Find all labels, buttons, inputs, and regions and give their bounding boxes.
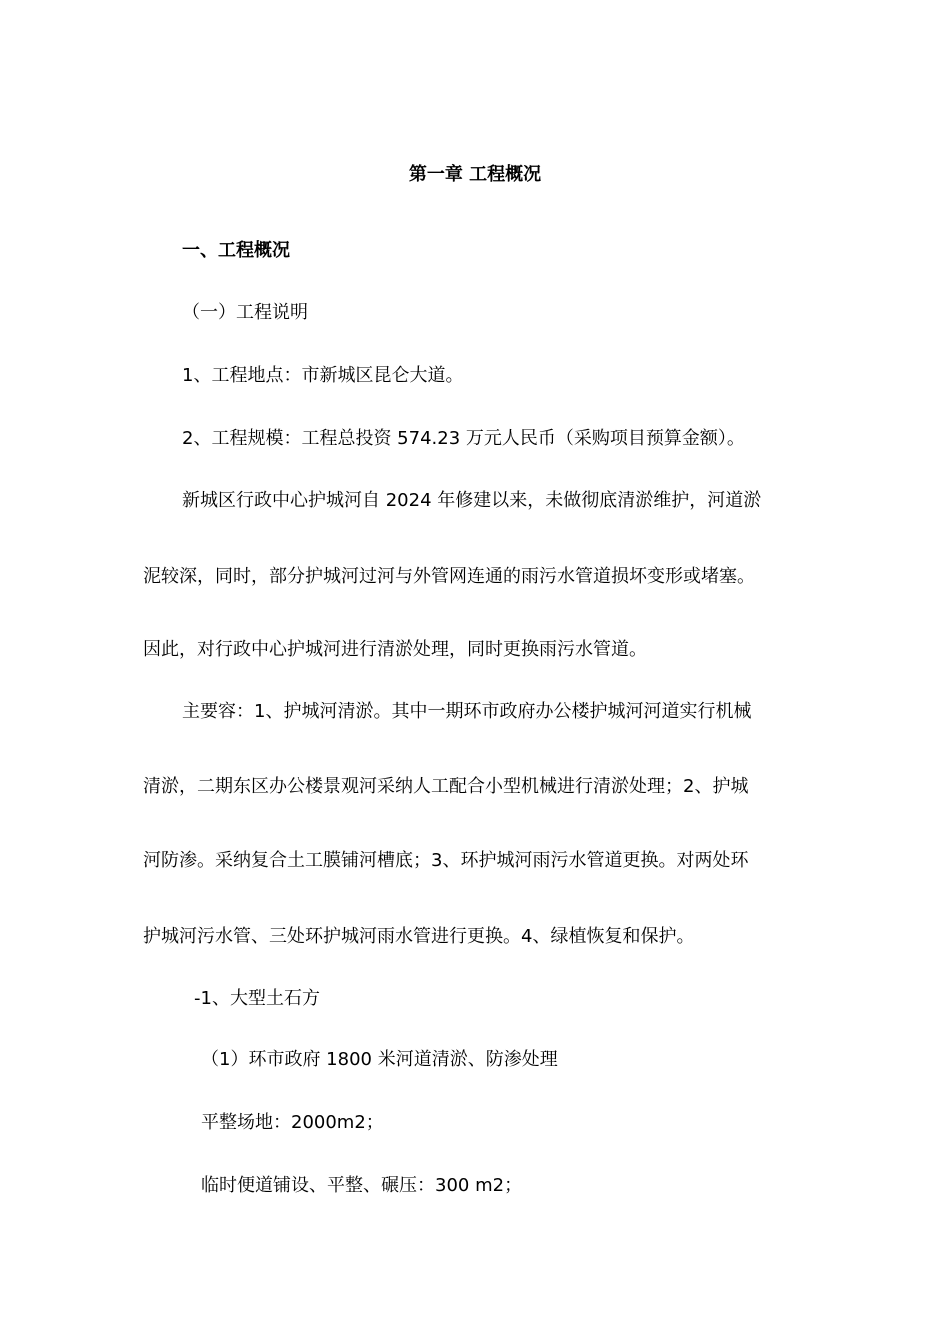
paragraph-line: 新城区行政中心护城河自 2024 年修建以来，未做彻底清淤维护，河道淤 (182, 490, 762, 511)
item-scale: 2、工程规模：工程总投资 574.23 万元人民币（采购项目预算金额）。 (182, 428, 745, 449)
paragraph-line: 因此，对行政中心护城河进行清淤处理，同时更换雨污水管道。 (143, 639, 647, 660)
paragraph-line: 清淤，二期东区办公楼景观河采纳人工配合小型机械进行清淤处理；2、护城 (143, 776, 749, 797)
paragraph-line: 河防渗。采纳复合土工膜铺河槽底；3、环护城河雨污水管道更换。对两处环 (143, 850, 749, 871)
subsection-title: （一）工程说明 (182, 302, 308, 323)
paragraph-line: 主要容：1、护城河清淤。其中一期环市政府办公楼护城河河道实行机械 (182, 701, 752, 722)
paragraph-line: 护城河污水管、三处环护城河雨水管进行更换。4、绿植恢复和保护。 (143, 926, 695, 947)
temp-road-item: 临时便道铺设、平整、碾压：300 m2； (201, 1175, 523, 1196)
section-title: 一、工程概况 (182, 240, 290, 261)
item-location: 1、工程地点：市新城区昆仑大道。 (182, 365, 464, 386)
earthwork-title: -1、大型土石方 (194, 988, 320, 1009)
earthwork-subtitle: （1）环市政府 1800 米河道清淤、防渗处理 (201, 1049, 558, 1070)
paragraph-line: 泥较深，同时，部分护城河过河与外管网连通的雨污水管道损坏变形或堵塞。 (143, 566, 755, 587)
site-leveling-item: 平整场地：2000m2； (201, 1112, 384, 1133)
chapter-title: 第一章 工程概况 (408, 164, 542, 185)
